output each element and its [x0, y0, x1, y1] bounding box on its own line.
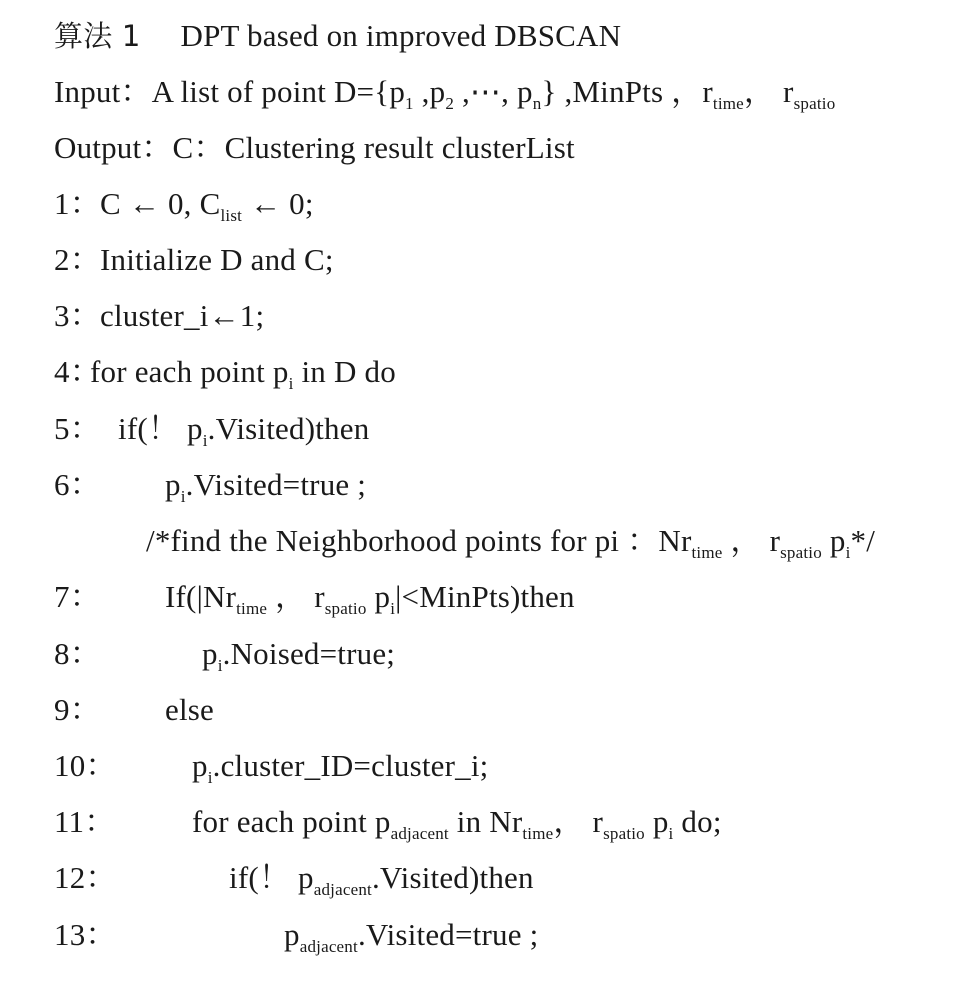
code-line-7: 7： $If(|Nr_{time}$ ， $r_{spatio}$ $p_i|<MinPts)then$: [54, 579, 575, 618]
line-number: 9：: [54, 692, 101, 727]
code-line-8: 8： $p_i.Noised=true$;: [54, 636, 396, 675]
comment-line: /*find the Neighborhood points for pi ：$Nr_{time}$ ， $r_{spatio}$ $p_i*/$: [146, 523, 876, 562]
code-line-4: 4：for each point $p_i$ in D do: [54, 354, 396, 393]
line-number: 1：: [54, 186, 101, 221]
code-line-5: 5： if(！ $p_i.Visited)then$: [54, 411, 370, 450]
code-line-11: 11： for each point $p_{adjacent}$ in $Nr_{time}$， $r_{spatio}$ $p_i$ do;: [54, 804, 722, 843]
code-line-2: 2：Initialize D and C;: [54, 240, 334, 280]
line-number: 3：: [54, 298, 101, 333]
output-line: Output：C：Clustering result clusterList: [54, 130, 575, 165]
algorithm-number: 算法 1: [54, 19, 141, 53]
line-number: 7：: [54, 579, 101, 614]
code-line-13: 13： $p_{adjacent}.Visited=true$ ;: [54, 917, 539, 956]
code-line-12: 12： if(！ $p_{adjacent}.Visited)then$: [54, 860, 534, 899]
line-number: 12：: [54, 860, 117, 895]
code-line-1: 1：C ← 0, $C_{list}$ ← 0;: [54, 186, 314, 225]
line-number: 8：: [54, 636, 101, 671]
line-number: 6：: [54, 467, 101, 502]
line-number: 10：: [54, 748, 117, 783]
algorithm-name: DPT based on improved DBSCAN: [180, 18, 622, 53]
input-line: Input：A list of point $D=\{p_1$ $,p_2$ ,⋯, $p_n$} ,MinPts ，$r_{time}$， $r_{spatio}$: [54, 74, 836, 113]
code-line-9: 9： else: [54, 690, 214, 730]
algorithm-title: [54, 16, 621, 56]
line-number: 5：: [54, 411, 101, 446]
line-number: 13：: [54, 917, 117, 952]
line-number: 2：: [54, 242, 101, 277]
code-line-10: 10： $p_i.cluster\_ID=cluster\_i$;: [54, 748, 489, 787]
code-line-3: 3：cluster_i←1;: [54, 296, 264, 336]
line-number: 4：: [54, 354, 101, 389]
line-number: 11：: [54, 804, 116, 839]
code-line-6: 6： $p_i.Visited=true$ ;: [54, 467, 367, 506]
